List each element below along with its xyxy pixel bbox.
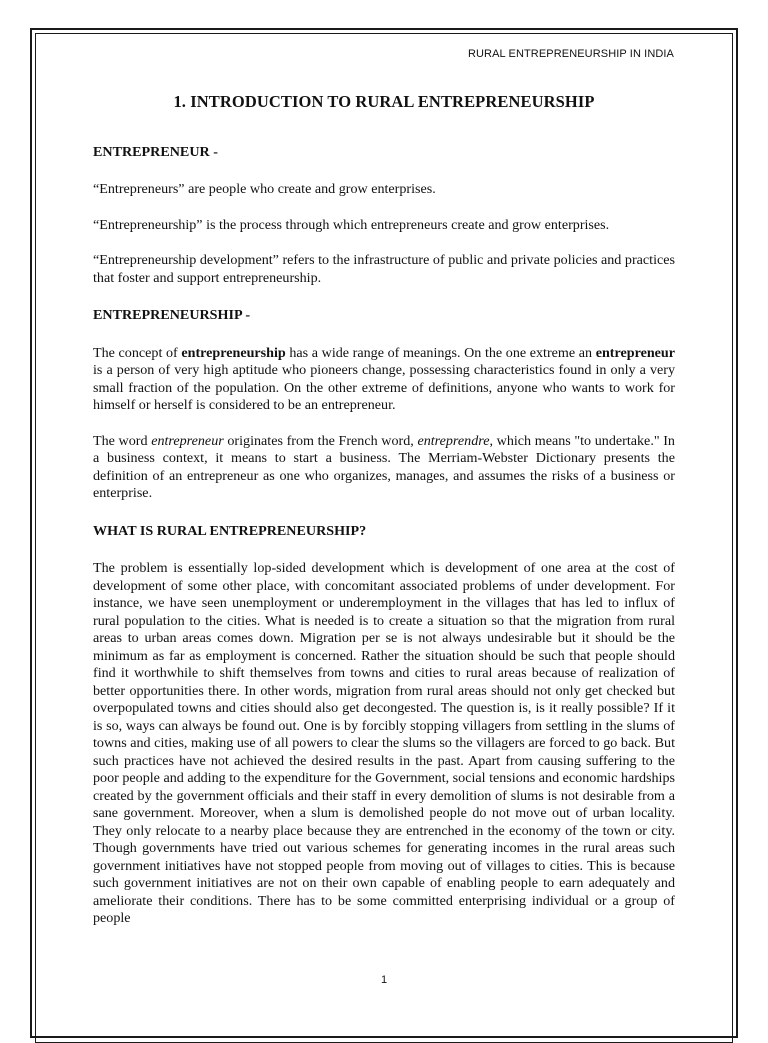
text-run: has a wide range of meanings. On the one extreme an (285, 344, 596, 361)
section-heading-entrepreneurship: ENTREPRENEURSHIP - (93, 307, 251, 323)
italic-term: entreprendre (417, 432, 490, 449)
document-body (93, 90, 675, 928)
paragraph: “Entrepreneurship” is the process through which entrepreneurs create and grow enterprises. (93, 216, 610, 233)
chapter-title: 1. INTRODUCTION TO RURAL ENTREPRENEURSHIP (173, 92, 595, 111)
section-heading-rural-entrepreneurship: WHAT IS RURAL ENTREPRENEURSHIP? (93, 522, 367, 539)
bold-term: entrepreneurship (181, 344, 286, 361)
page-number: 1 (380, 974, 388, 986)
paragraph: The problem is essentially lop-sided development which is development of one area at the cost of development of some other place, with concomitant associated problems of under development. For instance, we have seen unemployment or underemployment in the villages that has led to influx of rural population to the cities. What is needed is to create a situation so that the migration from rural areas to urban areas comes down. Migration per se is not always undesirable but it should be the minimum as far as employment is concerned. Rather the situation should be such that people should find it worthwhile to shift themselves from towns and cities to rural areas because of realization of better opportunities there. In other words, migration from rural areas should not only get checked but overpopulated towns and cities should also get decongested. The question is, is it really possible? If it is so, ways can always be found out. One is by forcibly stopping villagers from settling in the slums of towns and cities, making use of all powers to clear the slums so the villagers are forced to go back. But such practices have not achieved the desired results in the past. Apart from causing suffering to the poor people and adding to the expenditure for the Government, social tensions and economic hardships created by the government officials and their staff in every demolition of slums is not desirable from a sane government. Moreover, when a slum is demolished people do not move out of urban locality. They only relocate to a nearby place because they are entrenched in the economy of the town or city. Though governments have tried out various schemes for generating incomes in the rural areas such government initiatives have not stopped people from moving out of villages to cities. This is because such government initiatives are not on their own capable of enabling people to earn adequately and ameliorate their conditions. There has to be some committed enterprising individual or a group of people (93, 560, 675, 926)
running-head: RURAL ENTREPRENEURSHIP IN INDIA (467, 48, 674, 60)
text-run: The word (93, 432, 152, 449)
paragraph: “Entrepreneurs” are people who create and grow enterprises. (93, 181, 436, 197)
paragraph: “Entrepreneurship development” refers to the infrastructure of public and private policies and practices that foster and support entrepreneurship. (93, 252, 675, 286)
italic-term: entrepreneur (151, 432, 224, 449)
paragraph (93, 433, 675, 503)
text-run: , which means "to undertake." In a business context, it means to start a business. The Merriam-Webster Dictionary presents the definition of an entrepreneur as one who organizes, manages, and assumes the risks of a business or enterprise. (93, 432, 675, 501)
bold-term: entrepreneur (595, 344, 676, 361)
text-run: The concept of (93, 344, 182, 361)
text-run: originates from the French word, (223, 432, 418, 449)
section-heading-entrepreneur: ENTREPRENEUR - (93, 143, 218, 160)
text-run: is a person of very high aptitude who pioneers change, possessing characteristics found in only a very small fraction of the population. On the other extreme of definitions, anyone who wants to work for himself or herself is considered to be an entrepreneur. (93, 362, 675, 413)
paragraph (93, 345, 675, 415)
